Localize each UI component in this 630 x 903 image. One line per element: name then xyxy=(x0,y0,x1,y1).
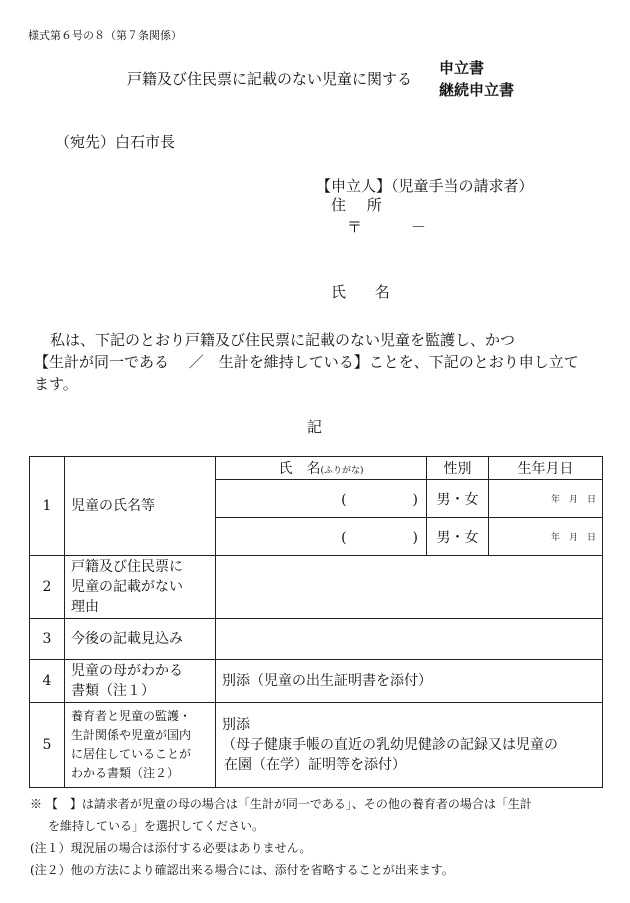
row-5-content-line: 別添 xyxy=(222,717,250,733)
form-number: 様式第６号の８（第７条関係） xyxy=(28,29,182,42)
notes xyxy=(30,793,610,881)
applicant-heading: 【申立人】（児童手当の請求者） xyxy=(316,177,534,195)
row-1-number: 1 xyxy=(30,457,65,556)
row-5-label-line: 養育者と児童の監護・ xyxy=(71,709,192,723)
row-3-content-field[interactable] xyxy=(216,619,603,660)
table-row xyxy=(30,619,603,660)
row-3-number: 3 xyxy=(30,619,65,660)
child-2-birthdate-field[interactable]: 年 月 日 xyxy=(489,518,603,556)
header-birthdate: 生年月日 xyxy=(489,457,603,480)
title-option-continuing-application: 継続申立書 xyxy=(439,81,515,99)
note-star-line-2 xyxy=(30,815,610,837)
statement-line-2: 【生計が同一である ／ 生計を維持している】ことを、下記のとおり申し立て xyxy=(34,353,579,371)
table-header-row xyxy=(30,457,603,480)
row-2-number: 2 xyxy=(30,556,65,619)
ki-heading: 記 xyxy=(307,418,323,436)
row-4-label xyxy=(65,660,216,703)
postal-dash: － xyxy=(411,218,427,236)
table-row xyxy=(30,556,603,619)
note-star-line-2-text: を維持している」を選択してください。 xyxy=(48,819,265,833)
row-2-label-line: 児童の記載がない xyxy=(71,579,183,595)
postal-mark: 〒 xyxy=(347,218,363,236)
row-1-label: 児童の氏名等 xyxy=(65,457,216,556)
row-2-label xyxy=(65,556,216,619)
row-3-label: 今後の記載見込み xyxy=(65,619,216,660)
child-2-name-field[interactable]: ( ) xyxy=(216,518,427,556)
header-name-text: 氏 名 xyxy=(278,461,321,477)
row-5-label-line: に居住していることが xyxy=(71,747,192,761)
statement-line-3: ます。 xyxy=(34,375,78,393)
document-title: 戸籍及び住民票に記載のない児童に関する xyxy=(127,70,413,88)
row-2-label-line: 戸籍及び住民票に xyxy=(71,559,183,575)
row-4-number: 4 xyxy=(30,660,65,703)
details-table xyxy=(29,456,603,788)
child-2-sex-field[interactable]: 男・女 xyxy=(427,518,489,556)
header-name xyxy=(216,457,427,480)
row-4-label-line: 児童の母がわかる xyxy=(71,663,183,679)
name-label: 氏 名 xyxy=(331,283,402,301)
statement xyxy=(34,329,604,395)
statement-line-1: 私は、下記のとおり戸籍及び住民票に記載のない児童を監護し、かつ xyxy=(50,331,516,349)
row-5-label-line: 生計関係や児童が国内 xyxy=(71,728,192,742)
header-sex: 性別 xyxy=(427,457,489,480)
row-5-number: 5 xyxy=(30,703,65,788)
note-2: (注２）他の方法により確認出来る場合には、添付を省略することが出来ます。 xyxy=(30,863,454,877)
row-5-label-line: わかる書類（注２） xyxy=(71,766,180,780)
note-1: (注１）現況届の場合は添付する必要はありません。 xyxy=(30,841,312,855)
row-5-content-line: 在園（在学）証明等を添付） xyxy=(224,757,406,773)
table-row xyxy=(30,703,603,788)
child-1-sex-field[interactable]: 男・女 xyxy=(427,480,489,518)
child-1-name-field[interactable]: ( ) xyxy=(216,480,427,518)
row-2-content-field[interactable] xyxy=(216,556,603,619)
row-4-content: 別添（児童の出生証明書を添付） xyxy=(216,660,603,703)
note-star-line-1: ※ 【 】は請求者が児童の母の場合は「生計が同一である」、その他の養育者の場合は「生計 xyxy=(30,797,532,811)
header-furigana: (ふりがな) xyxy=(320,466,364,476)
addressee: （宛先）白石市長 xyxy=(55,133,176,151)
child-1-birthdate-field[interactable]: 年 月 日 xyxy=(489,480,603,518)
title-option-application: 申立書 xyxy=(439,59,485,77)
row-5-label xyxy=(65,703,216,788)
row-5-content xyxy=(216,703,603,788)
address-label: 住 所 xyxy=(331,196,390,214)
row-4-label-line: 書類（注１） xyxy=(71,683,155,699)
row-2-label-line: 理由 xyxy=(71,599,99,615)
row-5-content-line: （母子健康手帳の直近の乳幼児健診の記録又は児童の xyxy=(222,737,558,753)
table-row xyxy=(30,660,603,703)
